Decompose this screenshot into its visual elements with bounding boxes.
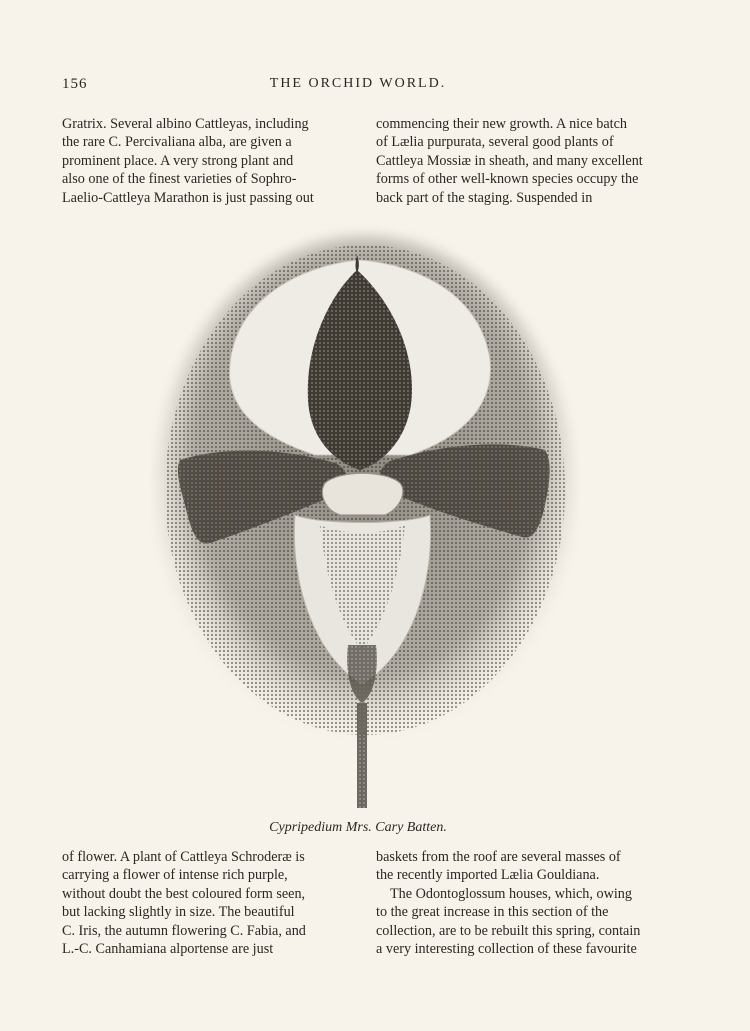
text-line: the rare C. Percivaliana alba, are given a — [62, 134, 292, 151]
top-right-column — [376, 115, 656, 207]
text-line: of flower. A plant of Cattleya Schroderæ is — [62, 849, 305, 865]
text-line: Cattleya Mossiæ in sheath, and many excellent — [376, 152, 643, 169]
text-line: to the great increase in this section of the — [376, 904, 609, 921]
text-line: baskets from the roof are several masses of — [376, 849, 621, 865]
top-left-column — [62, 115, 342, 207]
text-line: The Odontoglossum houses, which, owing — [390, 885, 632, 902]
text-line: also one of the finest varieties of Sophro- — [62, 171, 297, 188]
running-title: THE ORCHID WORLD. — [269, 76, 447, 91]
bottom-left-column — [62, 848, 342, 958]
orchid-photograph — [150, 225, 580, 815]
text-line: carrying a flower of intense rich purple, — [62, 867, 288, 884]
bottom-right-column — [376, 848, 656, 958]
text-line: forms of other well-known species occupy the — [376, 171, 639, 188]
stem — [357, 703, 367, 808]
text-line: the recently imported Lælia Gouldiana. — [376, 867, 600, 884]
text-line: collection, are to be rebuilt this spring, contain — [376, 922, 641, 939]
figure-caption: Cypripedium Mrs. Cary Batten. — [269, 820, 447, 835]
text-line: Gratrix. Several albino Cattleyas, including — [62, 116, 309, 132]
text-line: C. Iris, the autumn flowering C. Fabia, and — [62, 922, 306, 939]
text-line: prominent place. A very strong plant and — [62, 152, 294, 169]
text-line: commencing their new growth. A nice batch — [376, 116, 627, 132]
page-header — [62, 76, 654, 96]
text-line: of Lælia purpurata, several good plants of — [376, 134, 614, 151]
page-number: 156 — [62, 76, 88, 92]
text-line: L.-C. Canhamiana alportense are just — [62, 941, 274, 958]
text-line: without doubt the best coloured form seen, — [62, 885, 306, 902]
text-line: but lacking slightly in size. The beautiful — [62, 904, 295, 921]
staminode — [322, 473, 403, 515]
text-line: a very interesting collection of these favourite — [376, 941, 637, 958]
text-line: Laelio-Cattleya Marathon is just passing out — [62, 189, 314, 206]
text-line: back part of the staging. Suspended in — [376, 189, 593, 206]
